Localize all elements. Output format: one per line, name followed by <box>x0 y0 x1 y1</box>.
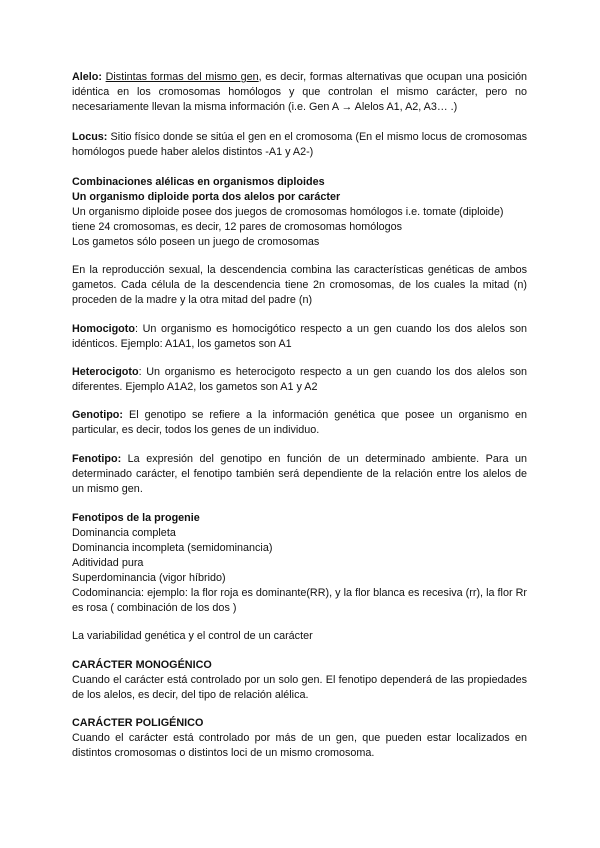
genotipo-paragraph <box>72 408 527 438</box>
locus-term: Locus: <box>72 131 108 143</box>
alelo-underlined-definition: Distintas formas del mismo gen <box>105 71 259 83</box>
fenotipo-term: Fenotipo: <box>72 453 122 465</box>
fenotipo-definition: La expresión del genotipo en función de un determinado ambiente. Para un determinado carácter, el fenotipo también será dependiente de la relación entre los alelos de un mismo gen. <box>72 453 527 495</box>
genotipo-definition: El genotipo se refiere a la información genética que posee un organismo en particular, es decir, todos los genes de un individuo. <box>72 409 527 436</box>
reproduccion-paragraph <box>72 263 527 308</box>
poligenico-heading: CARÁCTER POLIGÉNICO <box>72 717 204 729</box>
alelo-definition: , es decir, formas alternativas que ocupan una posición idéntica en los cromosomas homólogos y que controlan el mismo carácter, pero no necesariamente llevan la misma información (i.e. Gen A → Alelos A1, A2, A3… .) <box>72 71 528 113</box>
homocigoto-paragraph <box>72 322 527 352</box>
heterocigoto-paragraph <box>72 365 527 395</box>
combinaciones-line: Un organismo diploide posee dos juegos de cromosomas homólogos i.e. tomate (diploide) <box>72 206 504 218</box>
progenie-list-item: Dominancia completa <box>72 527 176 539</box>
locus-definition: Sitio físico donde se sitúa el gen en el cromosoma (En el mismo locus de cromosomas homólogos puede haber alelos distintos -A1 y A2-) <box>72 131 527 158</box>
progenie-list-item: Aditividad pura <box>72 557 144 569</box>
progenie-list-item: Superdominancia (vigor híbrido) <box>72 572 226 584</box>
alelo-term: Alelo: <box>72 71 102 83</box>
progenie-list-item: Dominancia incompleta (semidominancia) <box>72 542 273 554</box>
fenotipos-progenie-section <box>72 511 527 616</box>
combinaciones-line: Los gametos sólo poseen un juego de cromosomas <box>72 236 320 248</box>
homocigoto-definition: : Un organismo es homocigótico respecto a un gen cuando los dos alelos son idénticos. Ejemplo: A1A1, los gametos son A1 <box>72 323 527 350</box>
reproduccion-text: En la reproducción sexual, la descendencia combina las características genéticas de ambos gametos. Cada célula de la descendencia tiene 2n cromosomas, de los cuales la mitad (n) proceden de la madre y la otra mitad del padre (n) <box>72 264 527 306</box>
homocigoto-term: Homocigoto <box>72 323 135 335</box>
heterocigoto-definition: : Un organismo es heterocigoto respecto a un gen cuando los dos alelos son diferentes. Ejemplo A1A2, los gametos son A1 y A2 <box>72 366 527 393</box>
monogenico-heading: CARÁCTER MONOGÉNICO <box>72 659 212 671</box>
monogenico-text: Cuando el carácter está controlado por un solo gen. El fenotipo dependerá de las propiedades de los alelos, es decir, del tipo de relación alélica. <box>72 674 527 701</box>
fenotipo-paragraph <box>72 452 527 497</box>
codominancia-text: Codominancia: ejemplo: la flor roja es dominante(RR), y la flor blanca es recesiva (rr), la flor Rr es rosa ( combinación de los dos ) <box>72 587 527 614</box>
locus-paragraph <box>72 130 527 160</box>
heterocigoto-term: Heterocigoto <box>72 366 139 378</box>
diploide-subheading: Un organismo diploide porta dos alelos por carácter <box>72 191 341 203</box>
variabilidad-text: La variabilidad genética y el control de un carácter <box>72 630 313 642</box>
combinaciones-line: tiene 24 cromosomas, es decir, 12 pares de cromosomas homólogos <box>72 221 403 233</box>
alelo-paragraph <box>72 70 527 115</box>
combinaciones-section <box>72 175 527 250</box>
poligenico-text: Cuando el carácter está controlado por más de un gen, que pueden estar localizados en distintos cromosomas o distintos loci de un mismo cromosoma. <box>72 732 527 759</box>
fenotipos-progenie-heading: Fenotipos de la progenie <box>72 512 200 524</box>
variabilidad-paragraph <box>72 629 527 644</box>
combinaciones-heading: Combinaciones alélicas en organismos diploides <box>72 176 325 188</box>
monogenico-section <box>72 658 527 703</box>
genotipo-term: Genotipo: <box>72 409 123 421</box>
poligenico-section <box>72 716 527 761</box>
